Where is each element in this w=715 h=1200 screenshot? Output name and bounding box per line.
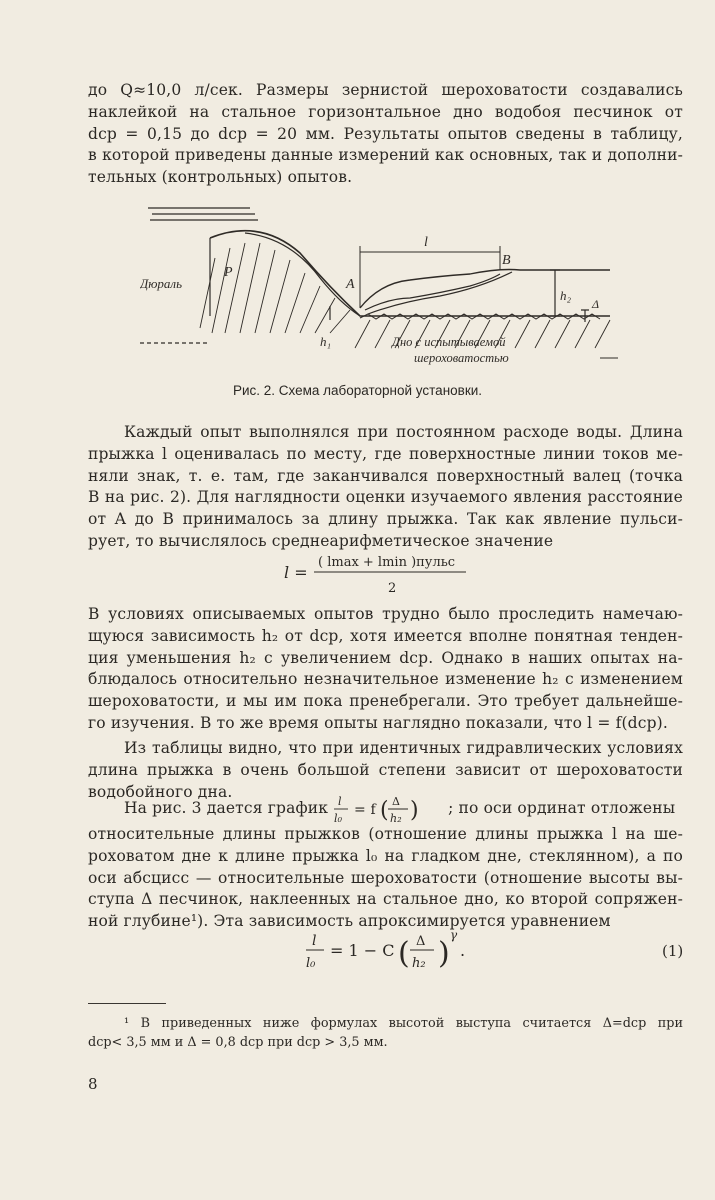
text-line: водобойного дна. [88,782,233,801]
eq-exponent: γ [450,928,458,942]
text-line: ной глубине¹). Эта зависимость апроксимируется уравнением [88,912,611,931]
text-line: блюдалось относительно незначительное изменение h₂ с изменением [88,670,683,689]
label-P: P [224,265,233,280]
label-delta: Δ [592,297,600,311]
text-line: до Q≈10,0 л/сек. Размеры зернистой шероховатости создавались [88,81,683,99]
eq-inner-num: Δ [416,934,426,949]
main-equation [300,925,700,975]
inline-graph-formula [328,792,448,826]
text-line: dср = 0,15 до dср = 20 мм. Результаты опытов сведены в таблицу, [88,124,683,143]
text-line: ступа Δ песчинок, наклеенных на стальное дно, ко второй сопряжен- [88,890,683,909]
svg-text:Δ: Δ [392,795,401,808]
eq-period: . [460,941,466,960]
footnote-line: dср< 3,5 мм и Δ = 0,8 dср при dср > 3,5 мм. [88,1035,388,1050]
text-line: B на рис. 2). Для наглядности оценки изучаемого явления расстояние [88,488,683,507]
label-l: l [424,235,428,250]
text-line: Из таблицы видно, что при идентичных гидравлических условиях [124,739,683,757]
text-line: рует, то вычислялось среднеарифметическое значение [88,531,554,550]
eq-inner-den: h₂ [412,956,426,971]
bottom-label-line2: шероховатостью [414,351,509,365]
paragraph-3 [88,604,683,735]
footnote-rule [88,1003,166,1004]
mean-length-formula [270,540,470,600]
roller-inner [365,274,500,310]
paragraph-5-first-line [88,792,683,826]
svg-text:l₀: l₀ [334,812,343,825]
figure-caption: Рис. 2. Схема лабораторной установки. [232,383,483,398]
weir-hatching [200,243,350,333]
text-line: щуюся зависимость h₂ от dср, хотя имеется вполне понятная тенден- [88,626,683,645]
svg-text:= f: = f [354,802,376,818]
footnote-line: ¹ В приведенных ниже формулах высотой выступа считается Δ=dср при [124,1016,683,1031]
eq-left-paren: ( [398,936,410,971]
text-line: шероховатости, и мы им пока пренебрегали. Это требует дальнейше- [88,692,683,711]
formula-lhs: l = [284,563,308,582]
text-segment: На рис. 3 дается график [124,799,329,818]
label-h2: h₂ [560,288,572,303]
eq-frac-den: l₀ [306,956,316,971]
duraluminum-label: Дюраль [140,276,183,291]
upstream-water-lines [148,208,258,220]
svg-text:(: ( [380,798,389,823]
eq-number: (1) [662,942,684,960]
text-line: длина прыжка в очень большой степени зависит от шероховатости [88,760,683,779]
paragraph-2 [88,422,683,553]
text-segment: ; по оси ординат отложены [448,799,676,818]
text-line: оси абсцисс — относительные шероховатости (отношение высоты вы- [88,868,683,887]
bottom-label-line1: Дно с испытываемой [392,335,506,349]
text-line: от A до B принималось за длину прыжка. Так как явление пульси- [88,510,683,529]
text-line: Каждый опыт выполнялся при постоянном расходе воды. Длина [124,423,683,441]
footnote [88,1014,683,1052]
text-line: няли знак, т. е. там, где заканчивался поверхностный валец (точка [88,466,683,485]
label-B: B [502,253,511,268]
svg-text:h₂: h₂ [390,812,402,825]
paragraph-5 [88,824,683,933]
text-line: го изучения. В то же время опыты наглядно показали, что l = f(dср). [88,713,668,732]
dimension-h2 [550,270,560,316]
label-A: A [346,277,355,292]
paragraph-1 [88,80,683,189]
label-h1: h₁ [320,334,332,349]
text-line: роховатом дне к длине прыжка l₀ на гладком дне, стеклянном), а по [88,846,683,865]
eq-right-paren: ) [438,936,450,971]
lab-setup-figure [140,198,620,378]
svg-text:l: l [338,795,342,808]
eq-rest: = 1 − C [330,941,395,960]
text-line: прыжка l оценивалась по месту, где поверхностные линии токов ме- [88,444,683,463]
weir-profile [210,231,610,316]
formula-denominator: 2 [388,581,397,596]
page-number: 8 [88,1075,98,1093]
jump-surface [360,270,610,309]
formula-numerator: ( lmax + lmin )пульс [318,555,456,570]
eq-frac-num: l [312,933,317,949]
text-line: тельных (контрольных) опытов. [88,168,353,187]
text-line: относительные длины прыжков (отношение длины прыжка l на ше- [88,825,683,843]
text-line: в которой приведены данные измерений как основных, так и дополни- [88,146,683,165]
text-line: наклейкой на стальное горизонтальное дно водобоя песчинок от [88,102,683,121]
text-line: В условиях описываемых опытов трудно было проследить намечаю- [88,605,683,623]
svg-text:): ) [410,798,419,823]
text-line: ция уменьшения h₂ с увеличением dср. Однако в наших опытах на- [88,648,683,667]
